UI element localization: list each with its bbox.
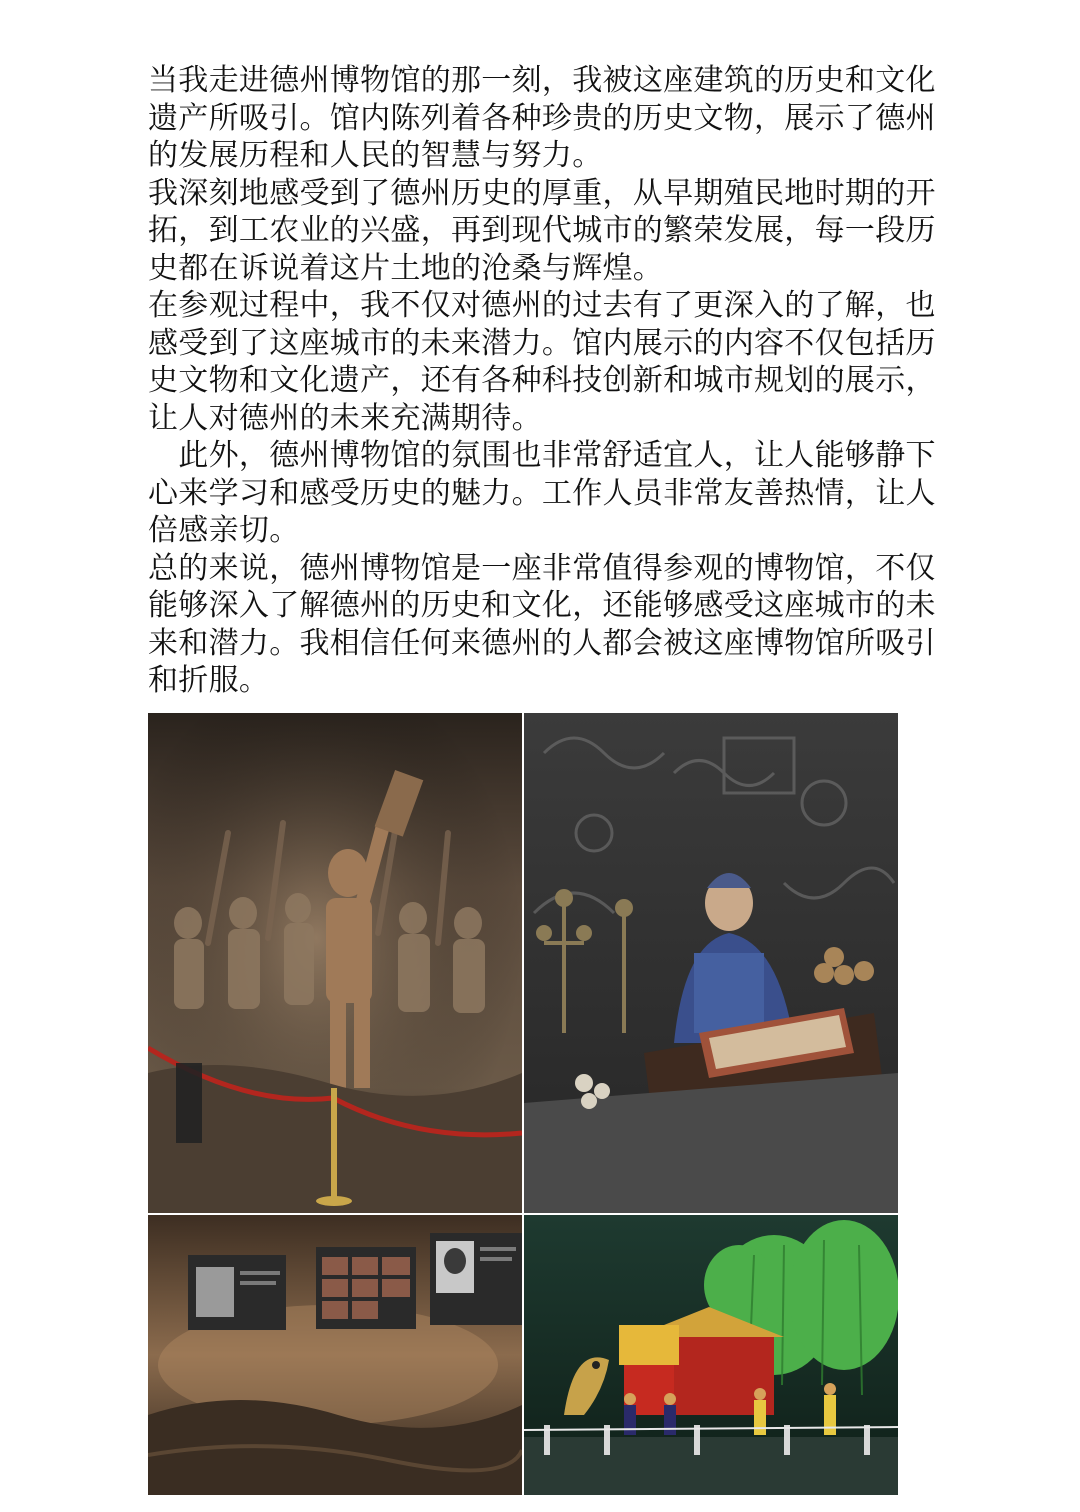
paragraph-1: 当我走进德州博物馆的那一刻，我被这座建筑的历史和文化遗产所吸引。馆内陈列着各种珍贵的历史文物，展示了德州的发展历程和人民的智慧与努力。: [148, 63, 936, 173]
photo-gallery: [148, 713, 898, 1495]
paragraph-3: 在参观过程中，我不仅对德州的过去有了更深入的了解，也感受到了这座城市的未来潜力。馆内展示的内容不仅包括历史文物和文化遗产，还有各种科技创新和城市规划的展示，让人对德州的未来充满期待。: [148, 288, 936, 436]
photo-dragon-boat-diorama[interactable]: [524, 1215, 898, 1495]
scholar-figure-image: [524, 713, 898, 1213]
paragraph-2: 我深刻地感受到了德州历史的厚重，从早期殖民地时期的开拓，到工农业的兴盛，再到现代城市的繁荣发展，每一段历史都在诉说着这片土地的沧桑与辉煌。: [148, 175, 936, 286]
paragraph-4: 此外，德州博物馆的氛围也非常舒适宜人，让人能够静下心来学习和感受历史的魅力。工作人员非常友善热情，让人倍感亲切。: [148, 438, 936, 548]
paragraph-5: 总的来说，德州博物馆是一座非常值得参观的博物馆，不仅能够深入了解德州的历史和文化，还能够感受这座城市的未来和潜力。我相信任何来德州的人都会被这座博物馆所吸引和折服。: [148, 550, 936, 698]
photo-portrait-wall[interactable]: [148, 1215, 522, 1495]
photo-scholar-figure[interactable]: [524, 713, 898, 1213]
article-text: [148, 62, 938, 700]
soldier-relief-image: [148, 713, 522, 1213]
portrait-wall-image: [148, 1215, 522, 1495]
dragon-boat-diorama-image: [524, 1215, 898, 1495]
photo-soldier-relief[interactable]: [148, 713, 522, 1213]
